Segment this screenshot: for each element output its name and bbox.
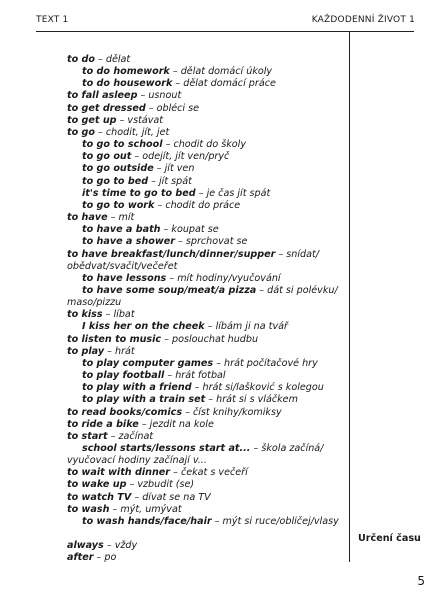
vocab-translation: jezdit na kole bbox=[149, 418, 214, 430]
vocab-separator: – bbox=[174, 236, 186, 248]
vocab-separator: – bbox=[116, 114, 128, 126]
chapter-title: KAŽDODENNÍ ŽIVOT 1 bbox=[311, 15, 415, 25]
vocab-term: to play computer games bbox=[82, 357, 214, 369]
vocab-translation: poslouchat hudbu bbox=[172, 333, 259, 345]
vocab-separator: – bbox=[131, 491, 143, 503]
vocab-term: to wash bbox=[67, 503, 110, 515]
vocab-term: to play football bbox=[82, 370, 165, 382]
vocab-translation: odejít, jít ven/pryč bbox=[142, 151, 230, 163]
vocab-entry bbox=[67, 431, 347, 443]
vocab-term: to wake up bbox=[67, 479, 127, 491]
vocab-translation: hrát fotbal bbox=[175, 370, 226, 382]
vocab-entry bbox=[67, 492, 347, 504]
list-gap bbox=[67, 528, 347, 540]
vocab-translation: mít hodiny/vyučování bbox=[177, 272, 281, 284]
vocab-term: always bbox=[67, 540, 104, 552]
vocab-translation: hrát počítačové hry bbox=[224, 357, 318, 369]
vocab-term: to go to school bbox=[82, 139, 163, 151]
vocab-entry bbox=[67, 66, 347, 78]
vocab-translation: mít bbox=[118, 212, 135, 224]
vocab-separator: – bbox=[275, 248, 287, 260]
vocab-separator: – bbox=[204, 321, 216, 333]
vocab-entry bbox=[67, 334, 347, 346]
vocab-entry bbox=[67, 103, 347, 115]
vocab-entry bbox=[67, 467, 347, 479]
vocab-translation: mýt, umývat bbox=[120, 503, 182, 515]
vocab-entry bbox=[67, 540, 347, 552]
vocab-term: it's time to go to bed bbox=[82, 187, 196, 199]
vocab-translation: škola začíná/ bbox=[261, 443, 324, 454]
vocab-entry bbox=[67, 285, 347, 297]
vocab-term: I kiss her on the cheek bbox=[82, 321, 205, 333]
vocab-entry bbox=[67, 346, 347, 358]
vocab-separator: – bbox=[126, 479, 138, 491]
vocab-term: to go out bbox=[82, 151, 132, 163]
vocab-term: to start bbox=[67, 430, 108, 442]
vocab-separator: – bbox=[148, 175, 159, 187]
vocab-entry bbox=[67, 200, 347, 212]
vocab-translation: jít spát bbox=[158, 175, 192, 187]
vocab-separator: – bbox=[93, 552, 105, 564]
vocab-translation: vzbudit (se) bbox=[137, 479, 195, 491]
vocab-entry bbox=[67, 176, 347, 188]
vocab-separator: – bbox=[195, 187, 207, 199]
vocab-separator: – bbox=[107, 430, 119, 442]
vocab-translation: sprchovat se bbox=[185, 236, 248, 248]
vocab-term: to have a shower bbox=[82, 236, 175, 248]
vocab-entry bbox=[67, 139, 347, 151]
vocab-term: to go outside bbox=[82, 163, 154, 175]
vocab-separator: – bbox=[104, 345, 116, 357]
vocabulary-list bbox=[67, 54, 347, 564]
vocab-term: to listen to music bbox=[67, 333, 162, 345]
vocab-separator: – bbox=[256, 284, 268, 296]
vocab-term: to get dressed bbox=[67, 102, 146, 114]
vocab-translation: koupat se bbox=[171, 224, 219, 236]
vocab-translation: po bbox=[104, 552, 117, 564]
vocab-separator: – bbox=[205, 394, 217, 406]
vocab-separator: – bbox=[160, 224, 172, 236]
vocab-separator: – bbox=[103, 540, 115, 552]
vocab-term: to have a bath bbox=[82, 224, 161, 236]
vocab-entry bbox=[67, 273, 347, 285]
vocab-term: to kiss bbox=[67, 309, 103, 321]
vocab-term: to play bbox=[67, 345, 105, 357]
vocab-translation: začínat bbox=[118, 430, 154, 442]
vocab-term: to ride a bike bbox=[67, 418, 139, 430]
vocab-translation: je čas jít spát bbox=[206, 187, 271, 199]
vocab-separator: – bbox=[172, 78, 184, 90]
vocab-separator: – bbox=[137, 90, 149, 102]
header-rule bbox=[36, 31, 414, 32]
vocab-term: to have bbox=[67, 212, 108, 224]
side-section-label: Určení času bbox=[358, 533, 421, 544]
vocab-separator: – bbox=[94, 126, 106, 138]
vocab-entry bbox=[67, 479, 347, 491]
vocab-translation: mýt si ruce/obličej/vlasy bbox=[222, 515, 339, 527]
vocab-term: to play with a train set bbox=[82, 394, 206, 406]
vocab-term: to have breakfast/lunch/dinner/supper bbox=[67, 248, 276, 260]
vocab-translation: vstávat bbox=[127, 114, 164, 126]
vocab-separator: – bbox=[145, 102, 157, 114]
vocab-entry bbox=[67, 188, 347, 200]
vocab-translation: jít ven bbox=[164, 163, 195, 175]
column-divider bbox=[349, 31, 350, 562]
vocab-translation: vždy bbox=[114, 540, 138, 552]
vocab-entry-continuation bbox=[67, 261, 347, 273]
vocab-entry-continuation bbox=[67, 455, 347, 467]
vocab-separator: – bbox=[153, 163, 165, 175]
vocab-term: to read books/comics bbox=[67, 406, 183, 418]
vocab-term: to wait with dinner bbox=[67, 467, 171, 479]
vocab-translation: líbat bbox=[113, 309, 135, 321]
vocab-separator: – bbox=[154, 199, 166, 211]
vocab-entry bbox=[67, 54, 347, 66]
vocab-entry bbox=[67, 321, 347, 333]
vocab-entry bbox=[67, 443, 347, 455]
vocab-translation: obědvat/svačit/večeřet bbox=[67, 260, 178, 272]
vocab-separator: – bbox=[94, 54, 106, 65]
vocab-separator: – bbox=[191, 382, 203, 394]
vocab-entry bbox=[67, 516, 347, 528]
vocab-separator: – bbox=[162, 139, 174, 151]
vocab-entry bbox=[67, 309, 347, 321]
vocab-translation: hrát si/lašković s kolegou bbox=[202, 382, 324, 394]
vocab-separator: – bbox=[182, 406, 193, 418]
vocab-translation: dělat domácí úkoly bbox=[180, 66, 273, 78]
page-header bbox=[0, 0, 445, 38]
vocab-term: to do homework bbox=[82, 66, 170, 78]
vocab-entry bbox=[67, 504, 347, 516]
vocab-entry bbox=[67, 212, 347, 224]
vocab-translation: maso/pizzu bbox=[67, 297, 122, 309]
vocab-separator: – bbox=[164, 370, 176, 382]
vocab-separator: – bbox=[166, 272, 178, 284]
vocab-term: after bbox=[67, 552, 94, 564]
vocab-entry bbox=[67, 552, 347, 564]
vocab-translation: číst knihy/komiksy bbox=[192, 406, 282, 418]
vocab-translation: čekat s večeří bbox=[180, 467, 248, 479]
vocab-term: to go to work bbox=[82, 199, 155, 211]
vocab-translation: dívat se na TV bbox=[142, 491, 211, 503]
vocab-term: to fall asleep bbox=[67, 90, 138, 102]
vocab-term: to wash hands/face/hair bbox=[82, 515, 212, 527]
vocab-translation: dát si polévku/ bbox=[267, 284, 338, 296]
vocab-term: to go bbox=[67, 126, 95, 138]
vocab-term: to have lessons bbox=[82, 272, 167, 284]
vocab-translation: usnout bbox=[148, 90, 182, 102]
vocab-translation: chodit do školy bbox=[173, 139, 247, 151]
vocab-term: to do bbox=[67, 54, 95, 65]
vocab-separator: – bbox=[250, 443, 262, 454]
vocab-separator: – bbox=[213, 357, 225, 369]
vocab-translation: snídat/ bbox=[286, 248, 319, 260]
vocab-entry bbox=[67, 127, 347, 139]
vocab-translation: hrát si s vláčkem bbox=[216, 394, 298, 406]
vocab-separator: – bbox=[109, 503, 121, 515]
vocab-entry bbox=[67, 419, 347, 431]
vocab-translation: dělat bbox=[105, 54, 131, 65]
page-number: 5 bbox=[417, 574, 425, 588]
vocab-entry bbox=[67, 78, 347, 90]
vocab-entry bbox=[67, 249, 347, 261]
vocab-entry bbox=[67, 151, 347, 163]
vocab-separator: – bbox=[138, 418, 150, 430]
text-label: TEXT 1 bbox=[36, 15, 69, 25]
vocab-translation: obléci se bbox=[156, 102, 200, 114]
vocab-term: to watch TV bbox=[67, 491, 132, 503]
vocab-term: to play with a friend bbox=[82, 382, 192, 394]
vocab-term: to do housework bbox=[82, 78, 173, 90]
vocab-term: to get up bbox=[67, 114, 117, 126]
vocab-term: to have some soup/meat/a pizza bbox=[82, 284, 257, 296]
vocab-entry bbox=[67, 90, 347, 102]
vocab-entry bbox=[67, 382, 347, 394]
vocab-separator: – bbox=[107, 212, 119, 224]
vocab-entry bbox=[67, 115, 347, 127]
vocab-term: to go to bed bbox=[82, 175, 149, 187]
vocab-term: school starts/lessons start at... bbox=[82, 443, 251, 454]
vocab-entry bbox=[67, 163, 347, 175]
vocab-translation: hrát bbox=[115, 345, 135, 357]
vocab-separator: – bbox=[131, 151, 143, 163]
vocab-translation: vyučovací hodiny začínají v... bbox=[67, 455, 207, 467]
vocab-separator: – bbox=[169, 66, 181, 78]
vocab-separator: – bbox=[102, 309, 114, 321]
vocab-entry-continuation bbox=[67, 297, 347, 309]
vocab-separator: – bbox=[211, 515, 223, 527]
vocab-entry bbox=[67, 394, 347, 406]
vocab-translation: chodit do práce bbox=[165, 199, 241, 211]
vocab-entry bbox=[67, 370, 347, 382]
vocab-entry bbox=[67, 358, 347, 370]
vocab-entry bbox=[67, 236, 347, 248]
vocab-separator: – bbox=[170, 467, 181, 479]
vocab-translation: chodit, jít, jet bbox=[105, 126, 170, 138]
vocab-separator: – bbox=[161, 333, 173, 345]
vocab-entry bbox=[67, 224, 347, 236]
vocab-translation: dělat domácí práce bbox=[183, 78, 276, 90]
vocab-entry bbox=[67, 407, 347, 419]
vocab-translation: líbám ji na tvář bbox=[215, 321, 288, 333]
